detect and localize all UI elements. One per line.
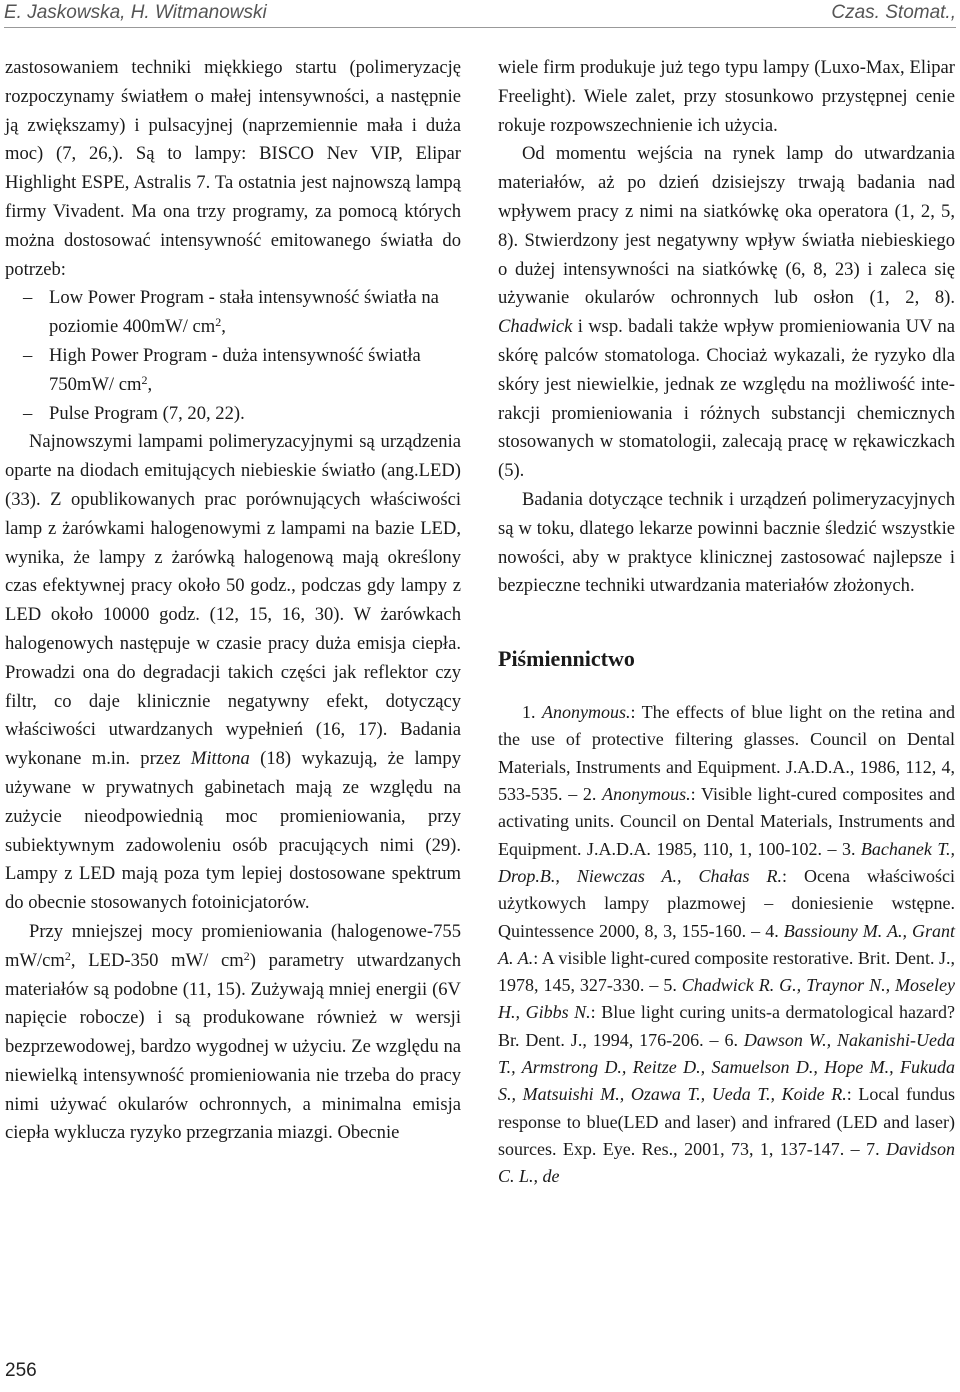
header-authors: E. Jaskowska, H. Witmanowski [4,2,267,23]
right-column [498,54,955,1190]
ref-number: 5. [663,975,682,996]
ref-number: 2. [582,784,603,805]
list-item-tail: , [147,373,153,395]
ref-text: : Ocena właściwości użytkowych lampy plazmowej – doniesienie wstępne. Quintessence 2000, 8, 3, 155-160. – [498,865,955,941]
left-column [5,54,461,1148]
header-journal: Czas. Stomat., [831,2,956,23]
ref-authors: Dawson W., Nakanishi-Ueda T., Armstrong D., Reitze D., Samuelson D., Hope M., Fukuda S., Matsuishi M., Ozawa T., Ueda T., Koide R. [498,1029,955,1105]
superscript: 2 [215,315,222,330]
running-header [0,0,960,30]
ref-text: : A visible light-cured composite restorative. Brit. Dent. J., 1978, 145, 327-330. – [498,947,955,996]
paragraph-text: (18) wykazują, że lampy używane w prywatnych gabinetach mają ze względu na zużycie nieodpowiednią moc promieniowania, przy subiektywnym zadowoleniu osób pracujących nimi (29). Lampy z LED mają poza tym lepiej dostosowane spektrum do obecnie stosowanych fotoinicjatorów. [5,748,461,914]
ref-number: 3. [841,838,861,859]
paragraph-text: , LED-350 mW/ cm [70,949,244,971]
ref-authors: Anonymous. [602,784,691,805]
ref-authors: Chadwick R. G., Traynor N., Moseley H., Gibbs N. [498,975,955,1023]
paragraph: Badania dotyczące technik i urządzeń polimeryzacyjnych są w toku, dlatego lekarze powinni bacznie śledzić wszystkie nowości, aby w praktyce klinicznej zastosować najlepsze i bezpieczne techniki utwardzania materiałów złożonych. [498,488,955,597]
page-number: 256 [5,1360,37,1381]
references [498,699,955,1190]
paragraph-text: Przy mniejszej mocy promieniowania (halogenowe-755 mW/cm [5,920,461,971]
paragraph [5,918,461,1148]
ref-authors: Bassiouny M. A., Grant A. A. [498,920,956,968]
ref-number: 6. [724,1029,744,1050]
ref-number: 4. [765,920,784,941]
program-list [5,284,461,428]
paragraph: zastosowaniem techniki miękkiego startu (polimeryzację rozpoczynamy światłem o małej intensywności, a następnie ją zwiększamy) i pulsacyjnej (naprzemiennie mała i duża moc) (7, 26,). Są to lampy: BISCO Nev VIP, Elipar Highlight ESPE, Astralis 7. Ta ostatnia jest najnowszą lampą firmy Vivadent. Ma ona trzy programy, za pomocą których można dostosować intensywność emitowanego światła do potrzeb: [5,57,461,280]
author-name: Mittona [190,748,250,770]
ref-authors: Bachanek T., Drop.B., Niewczas A., Chałas R. [498,838,955,886]
paragraph-text: Najnowszymi lampami polimeryzacyjnymi są urządzenia oparte na diodach emitujących niebieskie światło (ang.LED)(33). Z opublikowanych prac porównujących właściwości lamp z żarówkami halogenowymi z lampami na bazie LED, wynika, że lampy z żarówką halogenową mają określony czas efektywnej pracy około 50 godz., podczas gdy lampy z LED około 10000 godz. (12, 15, 16, 30). W żarówkach halogenowych następuje w czasie pracy duża emisja ciepła. Prowadzi ona do degradacji takich części jak reflektor czy filtr, co daje klinicznie negatywny efekt, dotyczący właściwości utwardzanych wypełnień (16, 17). Badania wykonane m.in. przez [5,431,461,770]
superscript: 2 [243,948,250,963]
ref-text: : Visible light-cured composites and activating units. Council on Dental Materials, Instruments and Equipment. J.A.D.A. 1985, 110, 1, 100-102. – [498,784,956,859]
paragraph [498,140,955,486]
ref-text: : Blue light curing units-a dermatological hazard? Br. Dent. J., 1994, 176-206. – [498,1002,955,1050]
author-name: Chadwick [498,316,573,338]
list-item: – Pulse Program (7, 20, 22). [23,402,245,424]
header-rule [4,27,956,28]
list-item-text: High Power Program - duża intensywność światła 750mW/ cm [49,344,421,395]
section-title: Piśmiennictwo [498,646,635,672]
list-item-text: Low Power Program - stała intensywność światła na poziomie 400mW/ cm [49,287,439,338]
paragraph-text: ) parametry utwardzanych materiałów są podobne (11, 15). Zużywają mniej energii (6V napięcie robocze) i są produkowane również w wersji bezprzewodowej, bardzo wygodnej w użyciu. Ze względu na niewielką intensywność promieniowania nie trzeba do pracy nimi używać okularów ochronnych, a minimalna emisja ciepła wyklucza ryzyko przegrzania miazgi. Obecnie [5,949,461,1144]
ref-authors: Davidson C. L., de [498,1138,955,1187]
ref-text: : The effects of blue light on the retina and the use of protective filtering glasses. Council on Dental Materials, Instruments and Equipment. J.A.D.A., 1986, 112, 4, 533-535. – [498,702,955,805]
list-item-text: Pulse Program (7, 20, 22). [49,402,245,424]
paragraph-text: Od momentu wejścia na rynek lamp do utwardzania materiałów, aż po dzień dzisiejszy trwają badania nad wpływem pracy z nimi na siatkówkę oka operatora (1, 2, 5, 8). Stwierdzony jest negatywny wpływ światła niebieskiego o dużej intensywności na siatkówkę (6, 8, 23) i zaleca się używanie okularów ochronnych lub osłon (1, 2, 8). [498,143,955,309]
paragraph: wiele firm produkuje już tego typu lampy (Luxo-Max, Elipar Freelight). Wiele zalet, przy stosunkowo przystępnej cenie rokuje rozpowszechnienie ich użycia. [498,57,955,136]
list-item-tail: , [221,316,226,338]
ref-text: : Local fundus response to blue(LED and laser) and infrared (LED and laser) sources. Exp. Eye. Res., 2001, 73, 1, 137-147. – [498,1084,955,1159]
superscript: 2 [64,948,71,963]
superscript: 2 [141,372,148,387]
list-item: – High Power Program - duża intensywność światła 750mW/ $cm^2$, [23,344,421,395]
paragraph-text: i wsp. badali także wpływ promieniowania UV na skórę palców stomatologa. Chociaż wykazali, że ryzyko dla skóry jest niewielkie, jednak ze względu na możliwość interakcji promieniowania i różnych substancji chemicznych stosowanych w stomatologii, zalecają pracę w rękawiczkach (5). [498,316,955,482]
ref-authors: Anonymous. [541,702,631,723]
ref-number: 7. [866,1138,886,1159]
list-item: – Low Power Program - stała intensywność światła na poziomie 400mW/ $cm^2$, [23,287,439,338]
paragraph [5,428,461,918]
ref-number: 1. [522,702,542,723]
